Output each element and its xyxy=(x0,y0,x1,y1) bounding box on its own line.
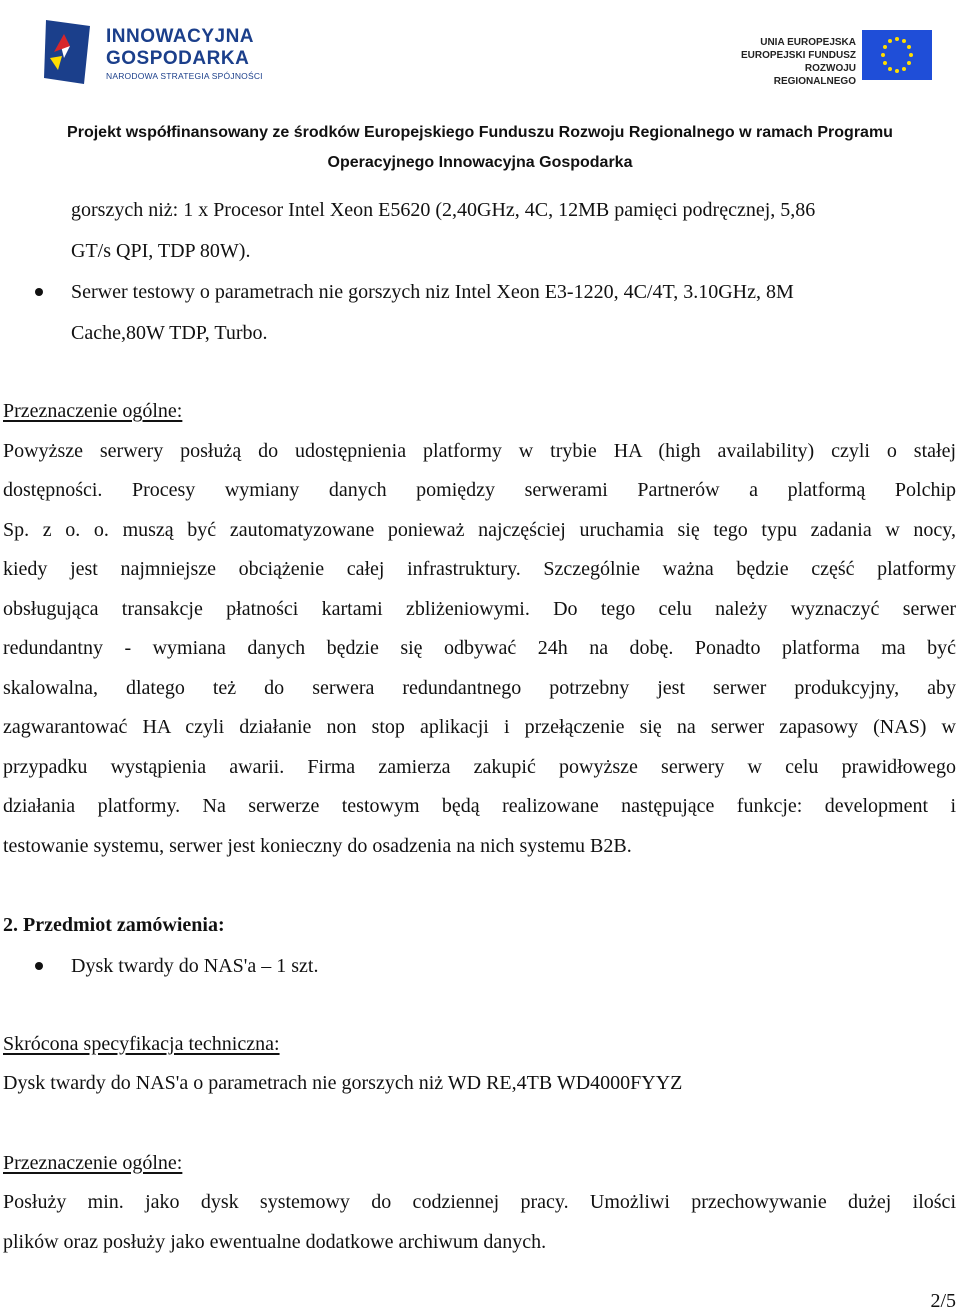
logo-text-innowacyjna: INNOWACYJNA xyxy=(106,26,255,47)
paragraph-line: plików oraz posłuży jako ewentualne dodatkowe archiwum danych. xyxy=(3,1230,547,1253)
paragraph-line: testowanie systemu, serwer jest konieczny do osadzenia na nich systemu B2B. xyxy=(3,834,632,857)
program-caption xyxy=(0,118,960,178)
list-item-text: gorszych niż: 1 x Procesor Intel Xeon E5620 (2,40GHz, 4C, 12MB pamięci podręcznej, 5,86 xyxy=(71,199,816,221)
eu-flag-icon xyxy=(862,30,932,80)
paragraph-line: skalowalna, dlatego też do serwera redundantnego potrzebny jest serwer produkcyjny, aby xyxy=(3,676,956,699)
section-label: Przeznaczenie ogólne: xyxy=(3,400,183,422)
logo-text-gospodarka: GOSPODARKA xyxy=(106,48,250,69)
program-line-1: Projekt współfinansowany ze środków Europejskiego Funduszu Rozwoju Regionalnego w ramach Programu xyxy=(67,124,893,141)
section-paragraph xyxy=(0,432,960,867)
list-item xyxy=(0,272,960,354)
paragraph-line: działania platformy. Na serwerze testowym będą realizowane następujące funkcje: development i xyxy=(3,795,956,817)
list-item-text: Serwer testowy o parametrach nie gorszych niz Intel Xeon E3-1220, 4C/4T, 3.10GHz, 8M xyxy=(71,281,794,303)
document-body xyxy=(0,190,960,1262)
bullet-icon xyxy=(35,962,43,970)
paragraph-line: przypadku wystąpienia awarii. Firma zamierza zakupić powyższe serwery w celu prawidłowego xyxy=(3,755,956,778)
list-item-text: GT/s QPI, TDP 80W). xyxy=(71,240,251,262)
section-heading: 2. Przedmiot zamówienia: xyxy=(3,914,225,936)
paragraph-line: kiedy jest najmniejsze obciążenie całej infrastruktury. Szczególnie ważna będzie część platformy xyxy=(3,558,956,580)
bullet-icon xyxy=(35,288,43,296)
innowacyjna-gospodarka-logo xyxy=(40,10,280,90)
paragraph-line: zagwarantować HA czyli działanie non stop aplikacji i przełączenie się na serwer zapasowy (NAS) w xyxy=(3,716,956,738)
page-header xyxy=(0,0,960,180)
paragraph-line: dostępności. Procesy wymiany danych pomiędzy serwerami Partnerów a platformą Polchip xyxy=(3,479,956,501)
purpose-label: Przeznaczenie ogólne: xyxy=(3,1151,183,1174)
logo-flag-icon xyxy=(40,12,100,88)
eu-logo-text xyxy=(728,36,856,88)
paragraph-line: obsługująca transakcje płatności kartami zbliżeniowymi. Do tego celu należy wyznaczyć serwer xyxy=(3,597,956,620)
spec-label: Skrócona specyfikacja techniczna: xyxy=(3,1032,280,1055)
spec-text: Dysk twardy do NAS'a o parametrach nie gorszych niż WD RE,4TB WD4000FYYZ xyxy=(3,1072,683,1094)
eu-text-line3: ROZWOJU REGIONALNEGO xyxy=(773,63,856,87)
eu-text-line1: UNIA EUROPEJSKA xyxy=(760,37,856,48)
eu-text-line2: EUROPEJSKI FUNDUSZ xyxy=(740,50,856,61)
paragraph-line: Sp. z o. o. muszą być zautomatyzowane ponieważ najczęściej uruchamia się tego typu zadania w nocy, xyxy=(3,518,956,541)
list-item-text: Cache,80W TDP, Turbo. xyxy=(71,322,268,344)
list-item xyxy=(0,946,960,987)
eu-logo xyxy=(728,30,938,87)
logo-text-strategia: NARODOWA STRATEGIA SPÓJNOŚCI xyxy=(106,71,263,81)
list-item-text: Dysk twardy do NAS'a – 1 szt. xyxy=(71,954,319,977)
list-item xyxy=(0,190,960,272)
program-line-2: Operacyjnego Innowacyjna Gospodarka xyxy=(327,154,633,171)
page-number: 2/5 xyxy=(930,1290,956,1312)
paragraph-line: Posłuży min. jako dysk systemowy do codziennej pracy. Umożliwi przechowywanie dużej ilości xyxy=(3,1191,956,1213)
paragraph-line: Powyższe serwery posłużą do udostępnienia platformy w trybie HA (high availability) czyli o stałej xyxy=(3,439,956,462)
paragraph-line: redundantny - wymiana danych będzie się odbywać 24h na dobę. Ponadto platforma ma być xyxy=(3,637,956,659)
